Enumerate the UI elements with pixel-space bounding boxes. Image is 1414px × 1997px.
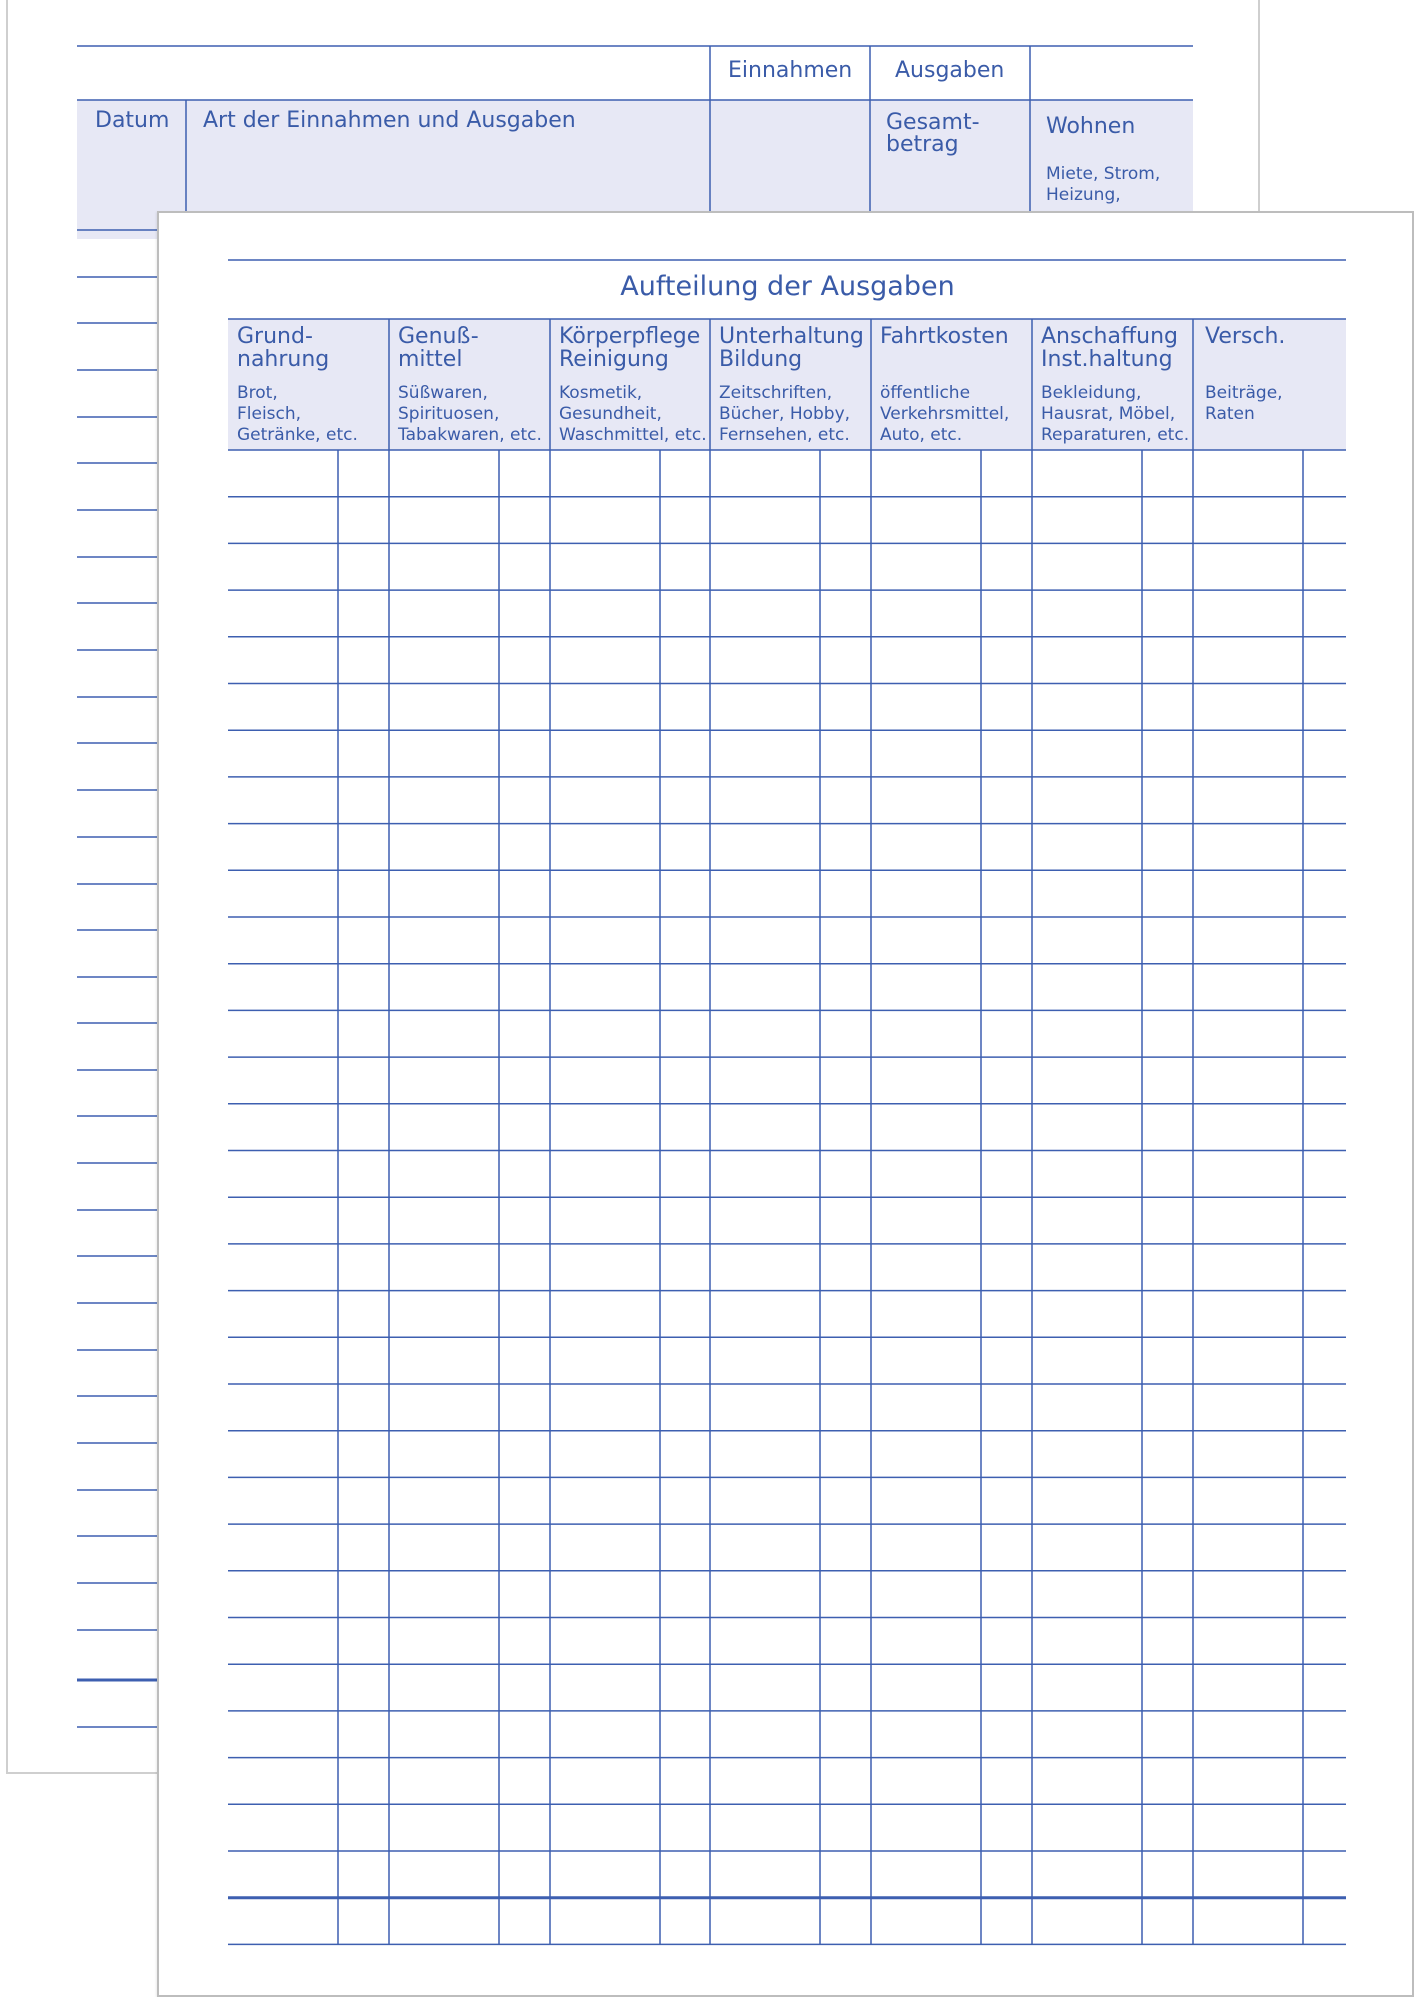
- gesamtbetrag-header: Gesamt- betrag: [886, 110, 980, 157]
- front-sheet-grid: [159, 213, 1414, 1997]
- sheet-title: Aufteilung der Ausgaben: [620, 271, 955, 302]
- category-description: Süßwaren, Spirituosen, Tabakwaren, etc.: [398, 383, 542, 445]
- einnahmen-header: Einnahmen: [728, 58, 853, 83]
- category-description: Kosmetik, Gesundheit, Waschmittel, etc.: [559, 383, 707, 445]
- ausgaben-header: Ausgaben: [895, 58, 1005, 83]
- category-description: Brot, Fleisch, Getränke, etc.: [237, 383, 358, 445]
- wohnen-header: Wohnen: [1046, 114, 1136, 139]
- front-expense-sheet: [157, 211, 1414, 1997]
- category-title: Grund- nahrung: [237, 324, 330, 372]
- category-title: Genuß- mittel: [398, 324, 479, 372]
- category-description: Beiträge, Raten: [1205, 383, 1283, 424]
- datum-header: Datum: [95, 108, 170, 133]
- category-title: Körperpflege Reinigung: [559, 324, 701, 372]
- category-title: Anschaffung Inst.haltung: [1041, 324, 1178, 372]
- category-title: Versch.: [1205, 324, 1286, 349]
- wohnen-description: Miete, Strom, Heizung,: [1046, 164, 1161, 205]
- category-description: öffentliche Verkehrsmittel, Auto, etc.: [880, 383, 1010, 445]
- art-der-einnahmen-header: Art der Einnahmen und Ausgaben: [203, 108, 576, 133]
- category-description: Zeitschriften, Bücher, Hobby, Fernsehen, etc.: [719, 383, 851, 445]
- category-title: Unterhaltung Bildung: [719, 324, 864, 372]
- category-title: Fahrtkosten: [880, 324, 1009, 349]
- category-description: Bekleidung, Hausrat, Möbel, Reparaturen, etc.: [1041, 383, 1190, 445]
